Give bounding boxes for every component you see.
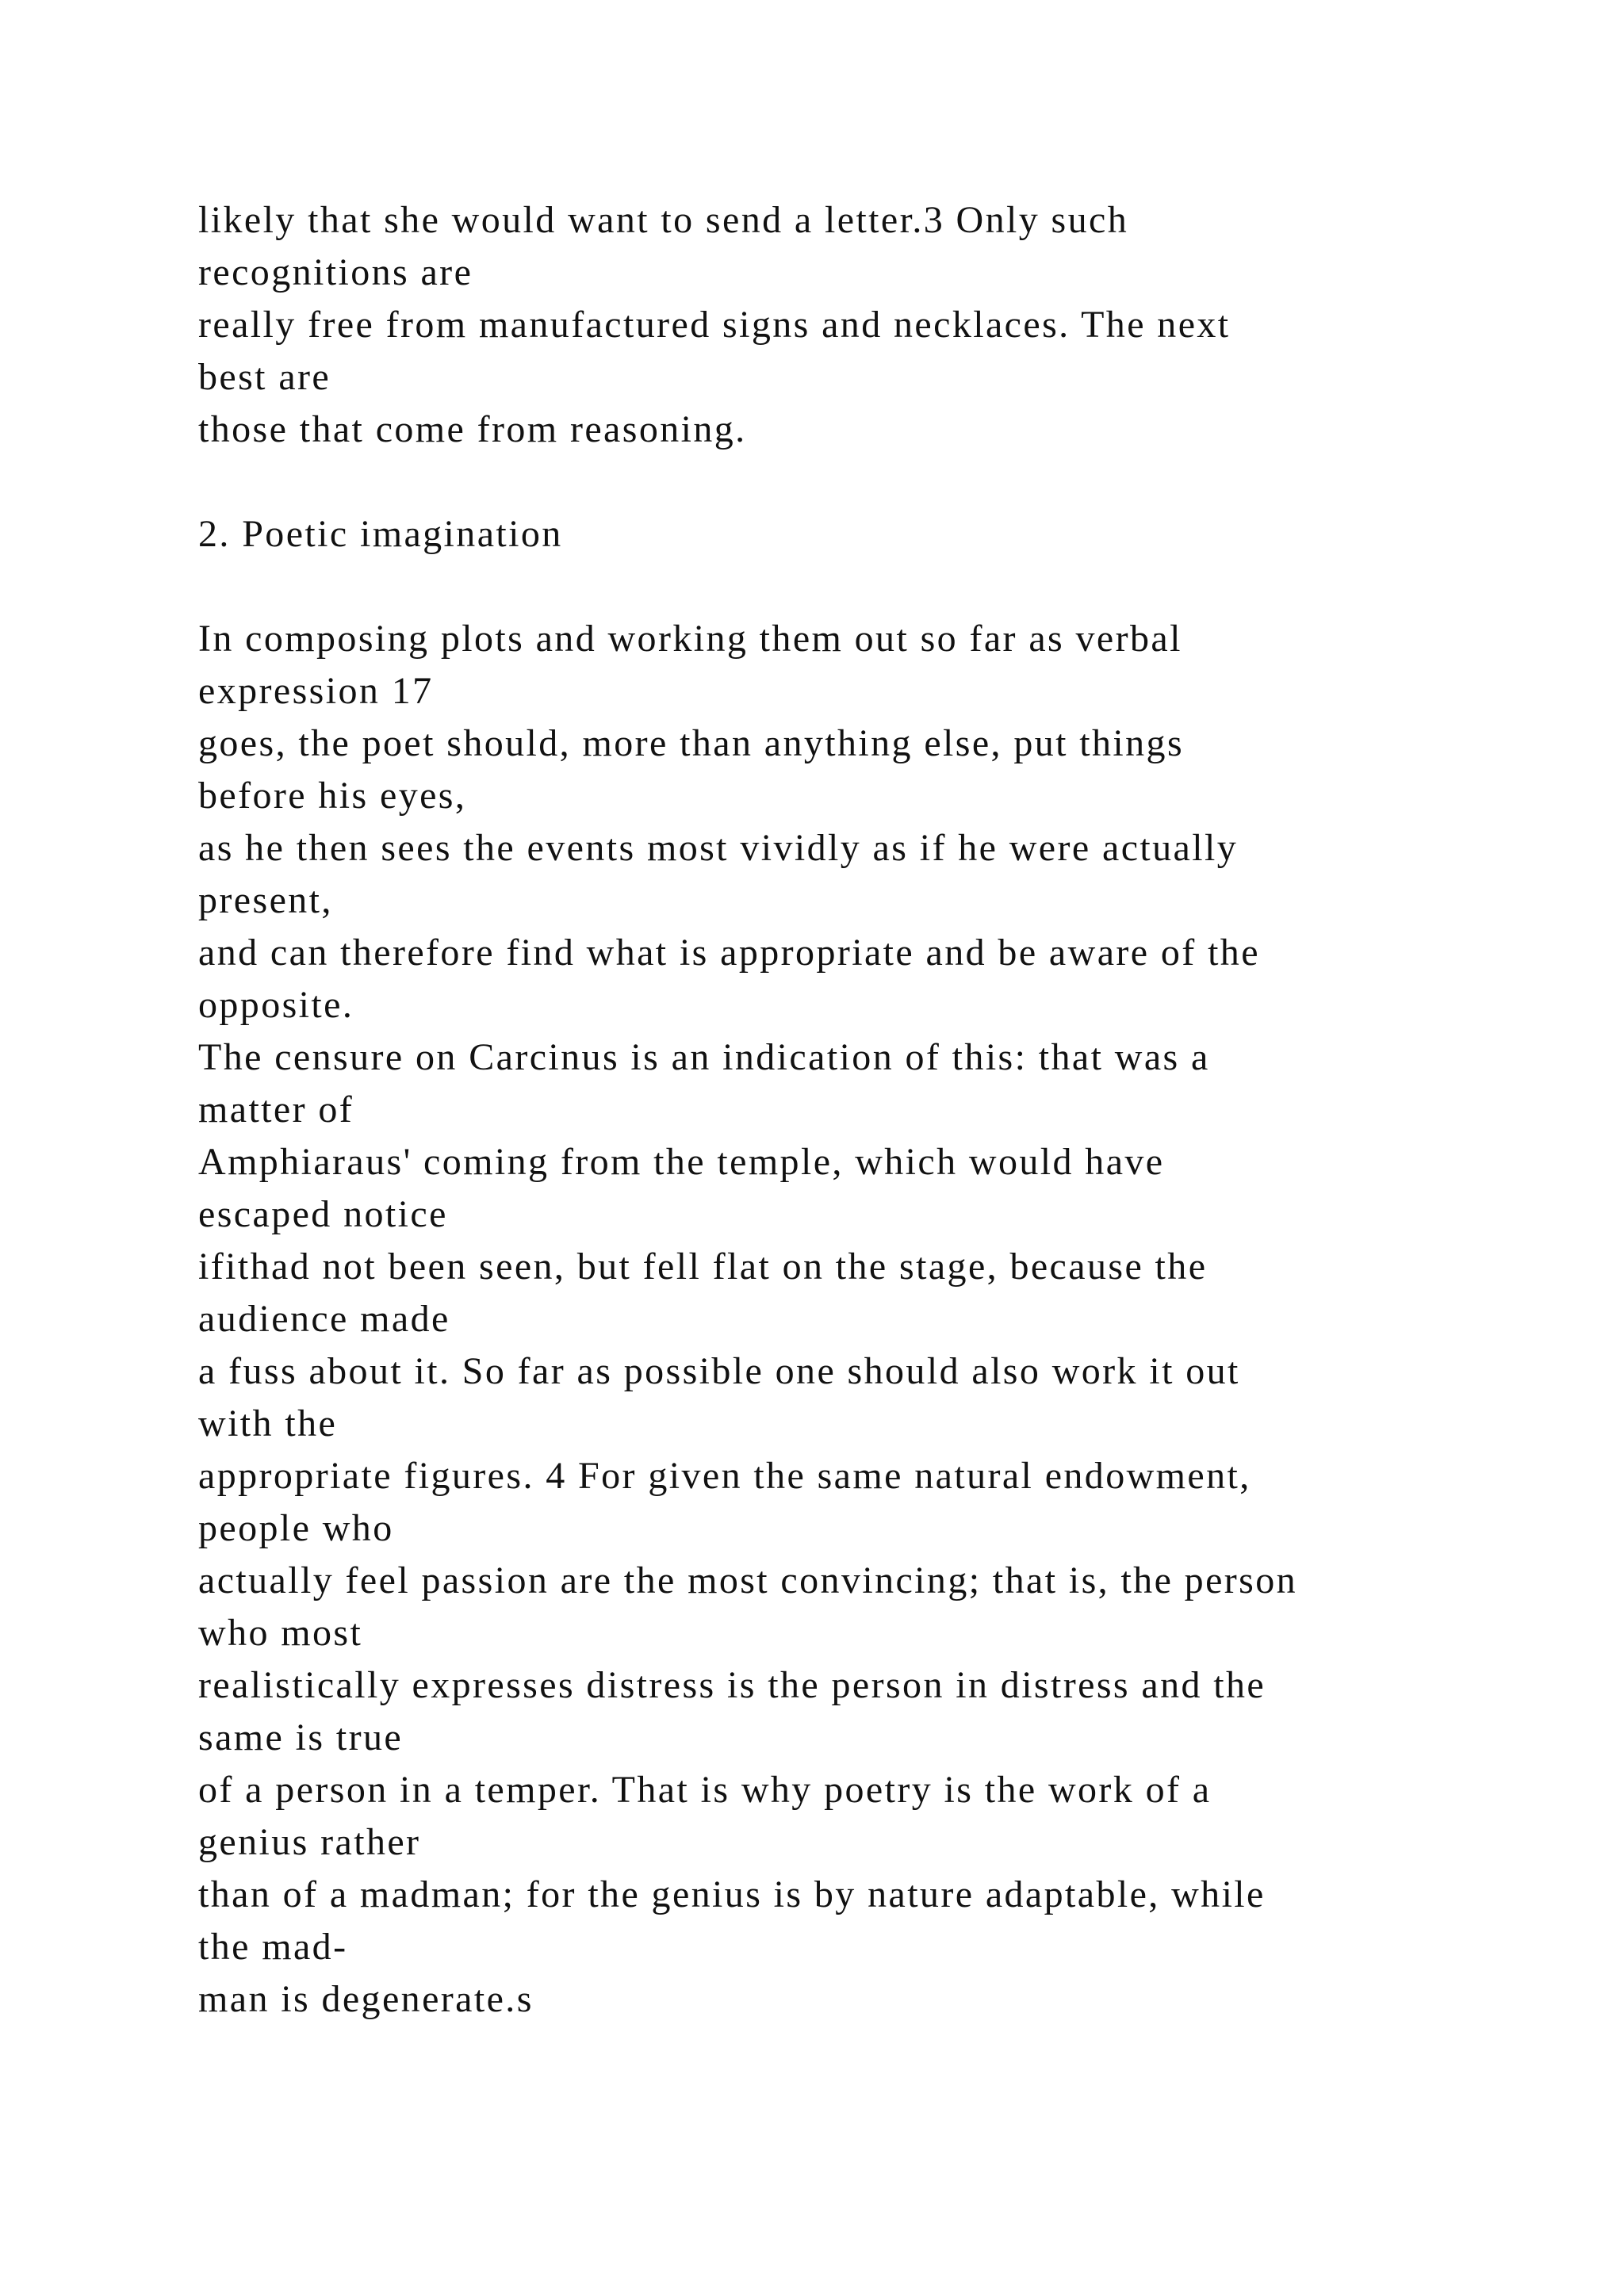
text-line: those that come from reasoning. (198, 408, 747, 450)
text-line: actually feel passion are the most convincing; that is, the person (198, 1559, 1298, 1601)
section-heading: 2. Poetic imagination (198, 513, 563, 555)
text-line: matter of (198, 1089, 354, 1131)
text-line: appropriate figures. 4 For given the same natural endowment, (198, 1455, 1251, 1497)
text-line: best are (198, 356, 331, 398)
text-line: ifithad not been seen, but fell flat on the stage, because the (198, 1246, 1208, 1288)
text-line: audience made (198, 1298, 450, 1340)
paragraph-poetic-imagination (198, 613, 1499, 2026)
text-line: escaped notice (198, 1193, 448, 1235)
document-text (198, 194, 1499, 2026)
text-line: a fuss about it. So far as possible one should also work it out (198, 1350, 1240, 1392)
text-line: before his eyes, (198, 775, 467, 817)
text-line: same is true (198, 1716, 404, 1758)
text-line: as he then sees the events most vividly as if he were actually (198, 827, 1239, 869)
text-line: of a person in a temper. That is why poetry is the work of a (198, 1769, 1212, 1811)
text-line: present, (198, 879, 333, 921)
text-line: the mad- (198, 1926, 348, 1968)
text-line: really free from manufactured signs and necklaces. The next (198, 304, 1231, 346)
text-line: genius rather (198, 1821, 421, 1863)
text-line: expression 17 (198, 670, 434, 712)
paragraph-gap (198, 561, 1499, 613)
text-line: opposite. (198, 984, 354, 1026)
text-line: In composing plots and working them out so far as verbal (198, 618, 1182, 660)
text-line: man is degenerate.s (198, 1978, 534, 2020)
text-line: realistically expresses distress is the person in distress and the (198, 1664, 1266, 1706)
paragraph-recognitions (198, 194, 1499, 456)
text-line: goes, the poet should, more than anything else, put things (198, 722, 1185, 764)
text-line: people who (198, 1507, 394, 1549)
text-line: with the (198, 1402, 338, 1445)
text-line: Amphiaraus' coming from the temple, which would have (198, 1141, 1165, 1183)
text-line: The censure on Carcinus is an indication of this: that was a (198, 1036, 1210, 1078)
text-line: likely that she would want to send a letter.3 Only such (198, 199, 1129, 241)
text-line: who most (198, 1612, 363, 1654)
text-line: and can therefore find what is appropriate and be aware of the (198, 932, 1260, 974)
text-line: than of a madman; for the genius is by nature adaptable, while (198, 1873, 1266, 1915)
text-line: recognitions are (198, 251, 473, 293)
paragraph-gap (198, 456, 1499, 508)
